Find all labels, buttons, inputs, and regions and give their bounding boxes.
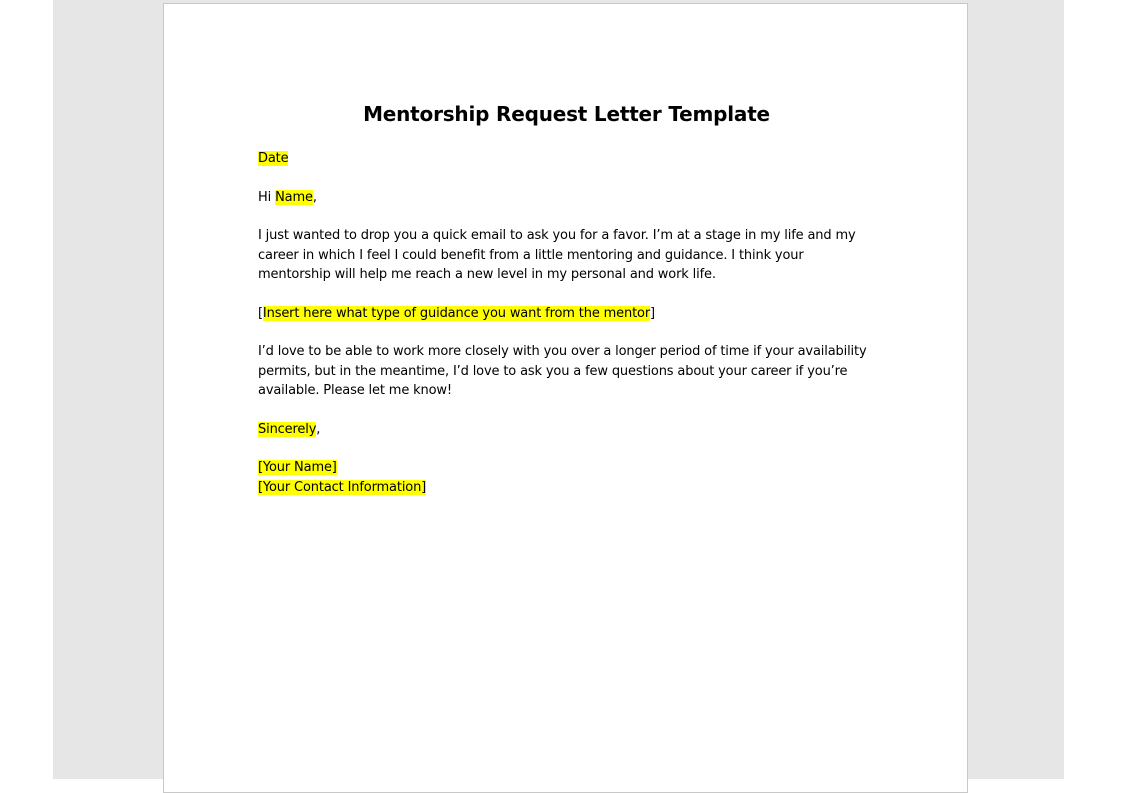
paragraph-intro: I just wanted to drop you a quick email to ask you for a favor. I’m at a stage in my life and my career in which I feel I could benefit from a little mentoring and guidance. I think your mentorship will help me reach a new level in my personal and work life.	[258, 228, 856, 282]
greeting-prefix: Hi	[258, 189, 276, 205]
guidance-placeholder: Insert here what type of guidance you want from the mentor	[262, 305, 651, 321]
guidance-line	[258, 304, 878, 324]
date-line	[258, 149, 878, 169]
closing-word: Sincerely	[258, 421, 317, 437]
signature-block	[258, 458, 878, 497]
closing-line	[258, 420, 878, 440]
closing-suffix: ,	[316, 421, 321, 437]
guidance-open-bracket: [	[258, 305, 263, 321]
signature-contact-line	[258, 478, 878, 498]
name-placeholder: Name	[275, 189, 313, 205]
signature-contact: [Your Contact Information]	[258, 479, 427, 495]
greeting-suffix: ,	[312, 189, 317, 205]
signature-name: [Your Name]	[258, 460, 337, 475]
signature-name-line	[258, 458, 878, 478]
letter-body	[258, 149, 878, 497]
greeting-line	[258, 188, 878, 208]
guidance-close-bracket: ]	[650, 305, 655, 321]
paragraph-followup: I’d love to be able to work more closely with you over a longer period of time if your availability permits, but in the meantime, I’d love to ask you a few questions about your career if you’re available. Please let me know!	[258, 344, 867, 398]
document-page[interactable]	[163, 3, 968, 793]
document-title: Mentorship Request Letter Template	[363, 102, 770, 126]
date-placeholder: Date	[258, 151, 289, 166]
